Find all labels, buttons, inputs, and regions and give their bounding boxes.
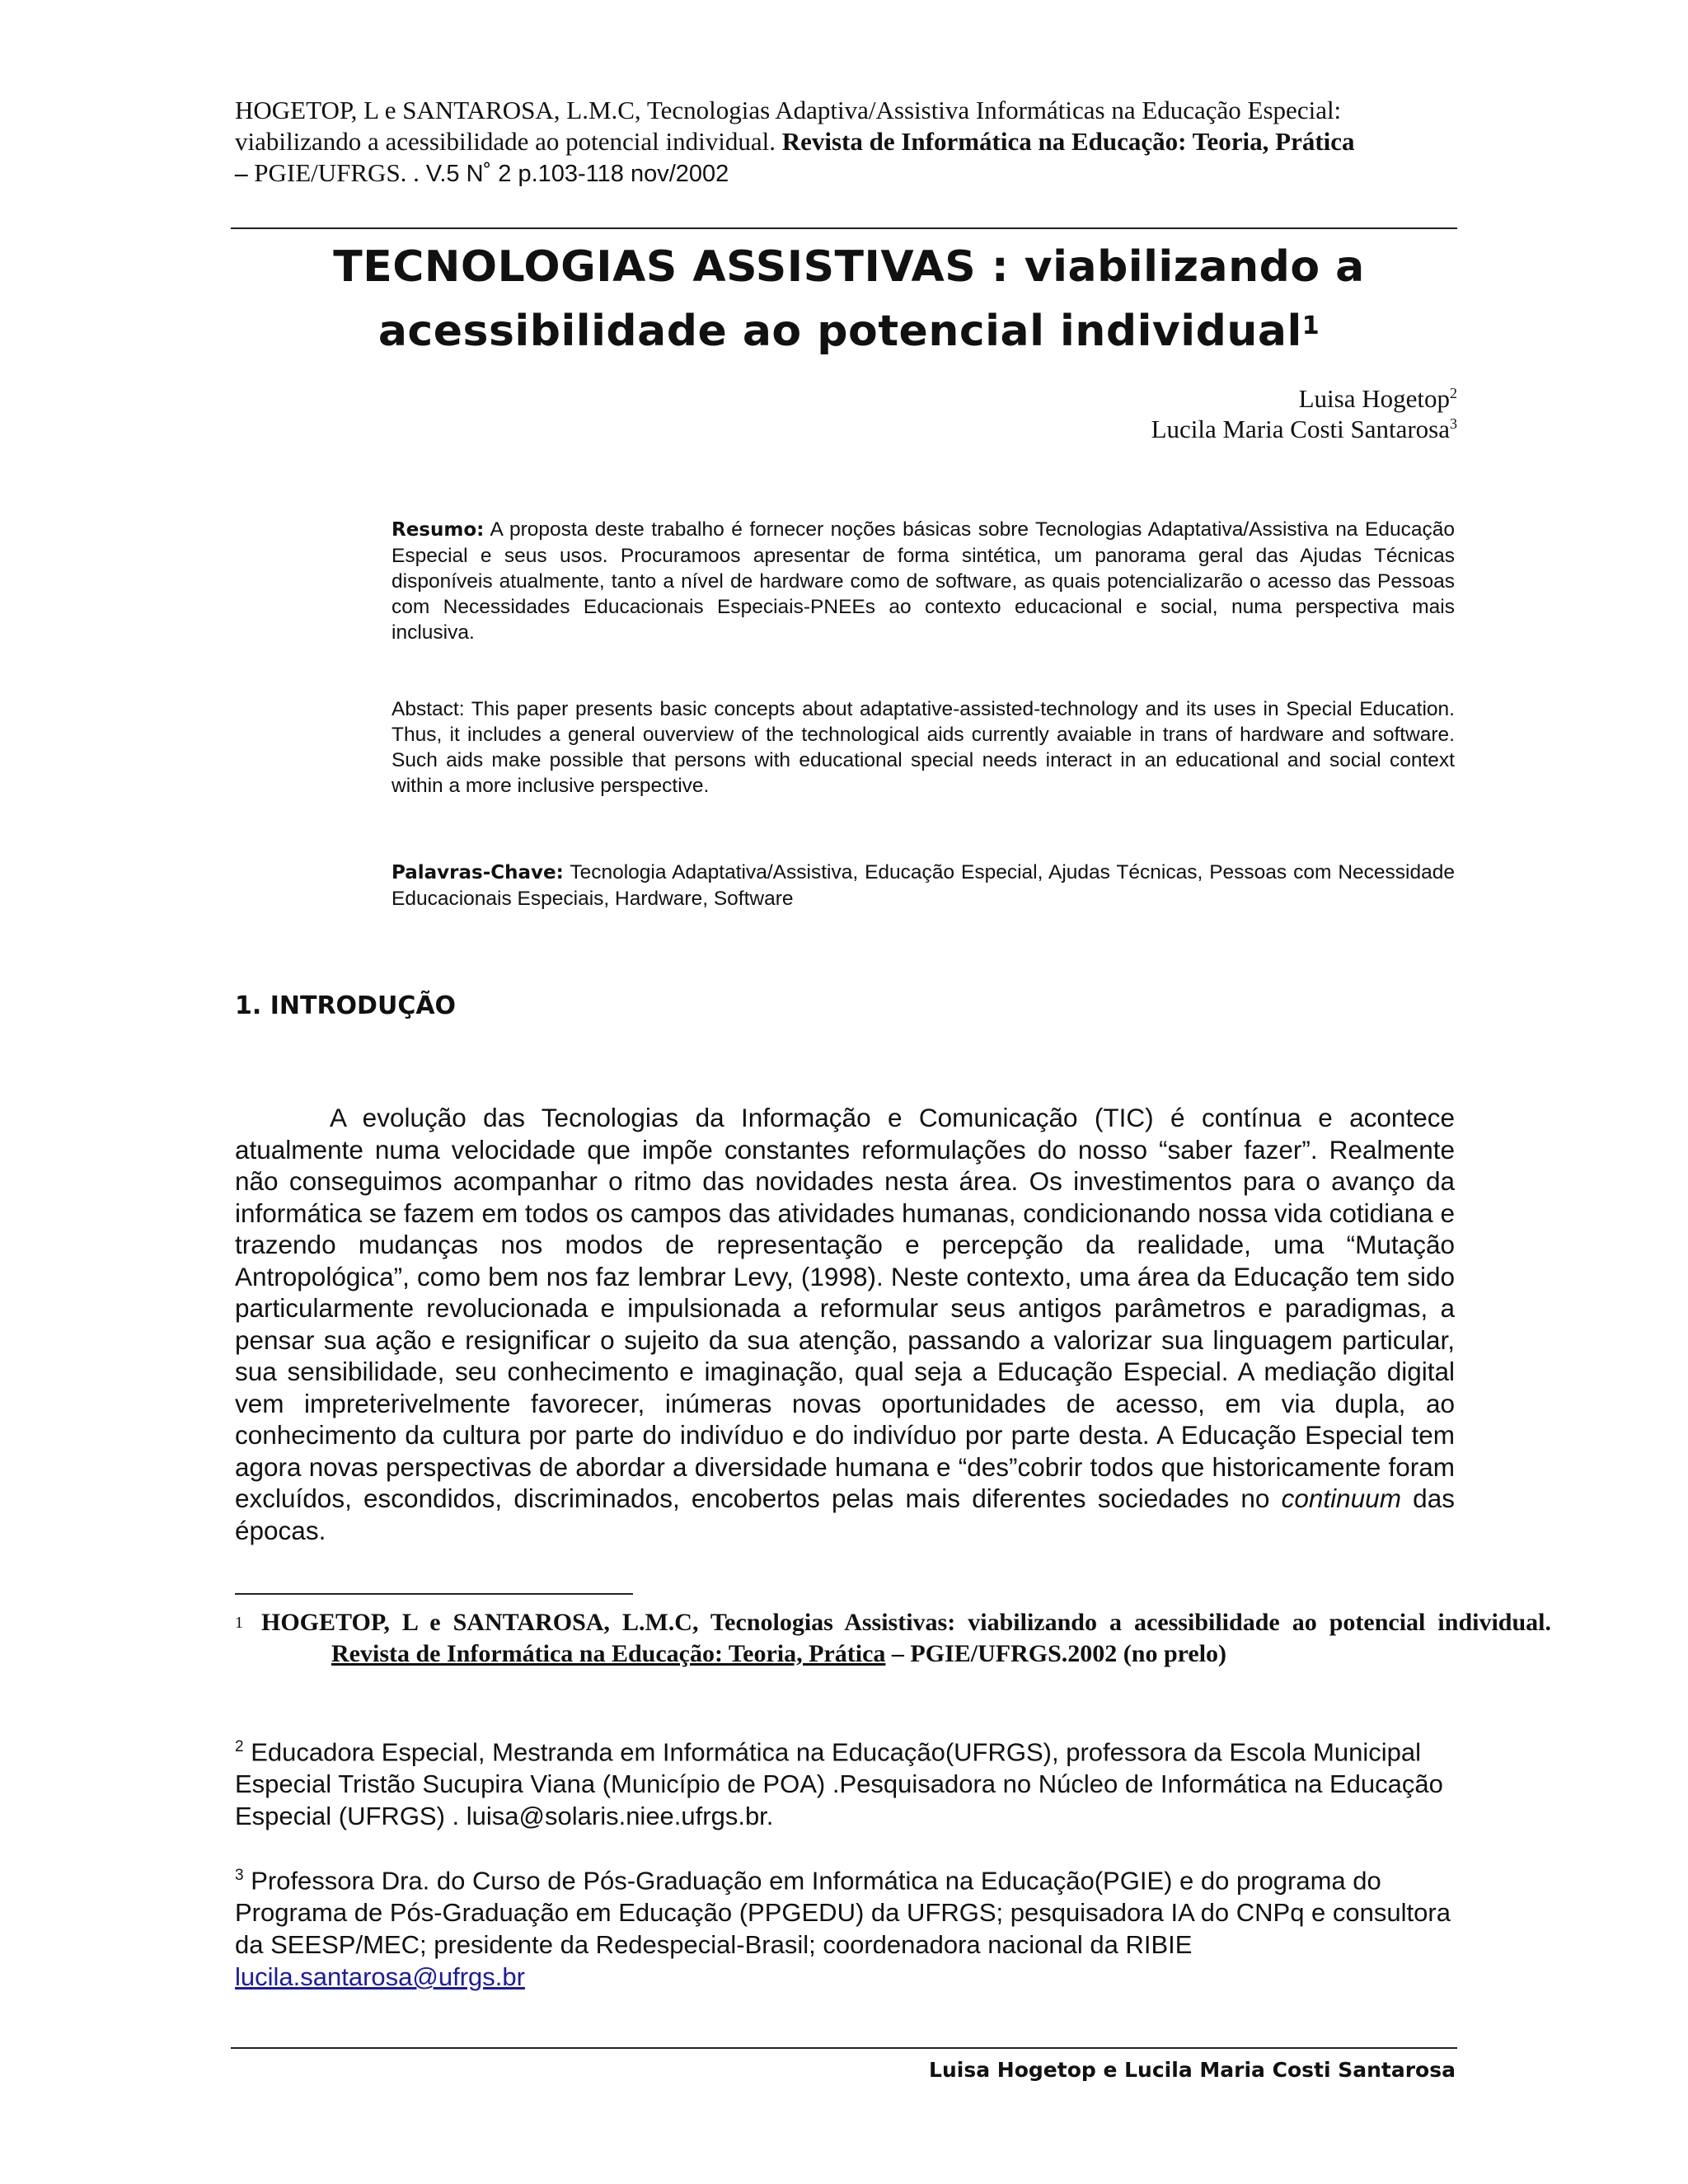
header-citation-line-2 [235, 126, 1455, 157]
keywords-block [392, 860, 1455, 912]
header-institution: PGIE/UFRGS. . [254, 158, 420, 187]
footnote-3-text: Professora Dra. do Curso de Pós-Graduação em Informática na Educação(PGIE) e do programa do Programa de Pós-Graduação em Educação (PPGEDU) da UFRGS; pesquisadora IA do CNPq e consultora da SEESP/MEC; presidente da Redespecial-Brasil; coordenadora nacional da RIBIE [235, 1866, 1451, 1960]
footnote-2-number: 2 [235, 1738, 244, 1755]
header-citation-title: viabilizando a acessibilidade ao potencial individual. [235, 127, 776, 156]
paper-title [235, 235, 1463, 363]
resumo-text: A proposta deste trabalho é fornecer noções básicas sobre Tecnologias Adaptativa/Assistiva na Educação Especial e seus usos. Procuramoos apresentar de forma sintética, um panorama geral das Ajudas Técnicas disponíveis atualmente, tanto a nível de hardware como de software, as quais potencializarão o acesso das Pessoas com Necessidades Educacionais Especiais-PNEEs ao contexto educacional e social, numa perspectiva mais inclusiva. [392, 518, 1455, 644]
footnote-1-lead: HOGETOP, L e SANTAROSA, L.M.C, Tecnologias Assistivas: viabilizando a acessibilidade ao potencial individual. [261, 1609, 1551, 1636]
section-heading: 1. INTRODUÇÃO [235, 991, 457, 1020]
header-citation-line-3 [235, 157, 1455, 190]
footer-rule [231, 2047, 1457, 2049]
intro-italic-term: continuum [1281, 1483, 1401, 1513]
keywords-label: Palavras-Chave: [392, 862, 564, 883]
author-2-footnote-ref[interactable]: 3 [1450, 415, 1457, 432]
running-header [235, 95, 1455, 190]
keywords-text: Tecnologia Adaptativa/Assistiva, Educação Especial, Ajudas Técnicas, Pessoas com Necessidade Educacionais Especiais, Hardware, Software [392, 861, 1455, 910]
footnote-3 [235, 1859, 1455, 1993]
header-volume: V.5 N˚ 2 p.103-118 nov/2002 [425, 161, 729, 187]
footnote-2 [235, 1731, 1455, 1832]
title-line-1: TECNOLOGIAS ASSISTIVAS : viabilizando a [333, 242, 1365, 292]
footnote-2-text: Educadora Especial, Mestranda em Informática na Educação(UFRGS), professora da Escola Municipal Especial Tristão Sucupira Viana (Município de POA) .Pesquisadora no Núcleo de Informática na Educação Especial (UFRGS) . luisa@solaris.niee.ufrgs.br. [235, 1737, 1443, 1831]
header-rule [231, 227, 1457, 229]
footnote-1-number: 1 [235, 1614, 243, 1632]
resumo-block [392, 517, 1455, 645]
abstract-text: Abstact: This paper presents basic concepts about adaptative-assisted-technology and its uses in Special Education. Thus, it includes a general ouverview of the technological aids currently avaiable in trans of hardware and software. Such aids make possible that persons with educational special needs interact in an educational and social context within a more inclusive perspective. [392, 698, 1455, 797]
author-1: Luisa Hogetop$^2$ [1298, 384, 1457, 413]
author-2: Lucila Maria Costi Santarosa$^3$ [1151, 415, 1457, 443]
intro-text-end: das épocas. [235, 1483, 1455, 1545]
footnote-separator [235, 1593, 633, 1595]
header-journal-name: Revista de Informática na Educação: Teoria, Prática [781, 127, 1355, 156]
author-1-footnote-ref[interactable]: 2 [1450, 385, 1457, 401]
footnote-3-number: 3 [235, 1867, 244, 1884]
abstract-block [392, 696, 1455, 799]
footnote-3-email-link[interactable]: lucila.santarosa@ufrgs.br [235, 1962, 525, 1992]
header-citation-line-1: HOGETOP, L e SANTAROSA, L.M.C, Tecnologias Adaptiva/Assistiva Informáticas na Educação Especial: [235, 96, 1342, 124]
intro-text: A evolução das Tecnologias da Informação e Comunicação (TIC) é contínua e acontece atualmente numa velocidade que impõe constantes reformulações do nosso “saber fazer”. Realmente não conseguimos acompanhar o ritmo das novidades nesta área. Os investimentos para o avanço da informática se fazem em todos os campos das atividades humanas, condicionando nossa vida cotidiana e trazendo mudanças nos modos de representação e percepção da realidade, uma “Mutação Antropológica”, como bem nos faz lembrar Levy, (1998). Neste contexto, uma área da Educação tem sido particularmente revolucionada e impulsionada a reformular seus antigos parâmetros e paradigmas, a pensar sua ação e resignificar o sujeito da sua atenção, passando a valorizar sua linguagem particular, sua sensibilidade, seu conhecimento e imaginação, qual seja a Educação Especial. A mediação digital vem impreterivelmente favorecer, inúmeras novas oportunidades de acesso, em via dupla, ao conhecimento da cultura por parte do indivíduo e do indivíduo por parte desta. A Educação Especial tem agora novas perspectivas de abordar a diversidade humana e “des”cobrir todos que historicamente foram excluídos, escondidos, discriminados, encobertos pelas mais diferentes sociedades no [235, 1103, 1455, 1513]
footer-authors: Luisa Hogetop e Lucila Maria Costi Santarosa [929, 2058, 1456, 2082]
header-dash: – [235, 158, 248, 187]
resumo-label: Resumo: [392, 519, 485, 541]
footnote-1 [235, 1607, 1551, 1670]
footnote-1-journal: Revista de Informática na Educação: Teoria, Prática [331, 1640, 886, 1667]
title-line-2: acessibilidade ao potencial individual$^1$ [377, 307, 1320, 356]
intro-paragraph [235, 1102, 1455, 1546]
author-list [1151, 383, 1457, 444]
title-footnote-ref[interactable]: 1 [1301, 312, 1320, 340]
footnote-1-tail: – PGIE/UFRGS.2002 (no prelo) [891, 1640, 1227, 1667]
